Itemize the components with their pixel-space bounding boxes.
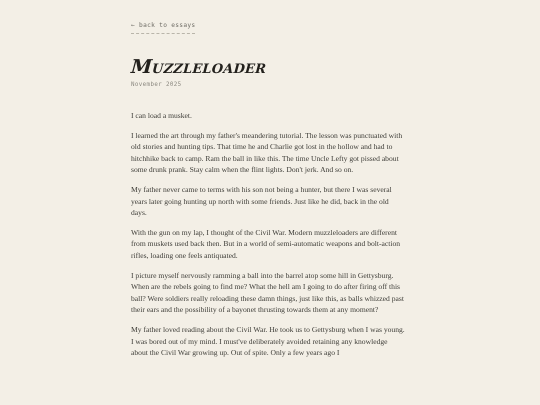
paragraph: I picture myself nervously ramming a ball into the barrel atop some hill in Gettysburg. When are the rebels going to find me? What the hell am I going to do after firing off this ball? Were soldiers really reloading these damn things, just like this, as balls whizzed past their ears and the possibility of a bayonet thrusting towards them at any moment? <box>131 270 404 315</box>
article-body <box>131 110 406 367</box>
paragraph: I learned the art through my father's meandering tutorial. The lesson was punctuated with old stories and hunting tips. That time he and Charlie got lost in the hollow and had to hitchhike back to camp. Ram the ball in like this. The time Uncle Lefty got pissed about some drunk prank. Stay calm when the flint lights. Don't jerk. And so on. <box>131 130 403 175</box>
paragraph: My father never came to terms with his son not being a hunter, but there I was several years later going hunting up north with some friends. Just like he did, back in the old days. <box>131 184 392 218</box>
back-to-essays-link[interactable]: ← back to essays <box>131 22 195 34</box>
publish-date: November 2025 <box>131 82 182 88</box>
paragraph: With the gun on my lap, I thought of the Civil War. Modern muzzleloaders are different from muskets used back then. But in a world of semi-automatic weapons and bolt-action rifles, loading one feels antiquated. <box>131 227 401 260</box>
page-title: Muzzleloader <box>130 56 268 78</box>
paragraph: My father loved reading about the Civil War. He took us to Gettysburg when I was young. I was bored out of my mind. I must've deliberately avoided retaining any knowledge about the Civil War growing up. Out of spite. Only a few years ago I <box>131 324 405 358</box>
paragraph: I can load a musket. <box>131 111 192 120</box>
